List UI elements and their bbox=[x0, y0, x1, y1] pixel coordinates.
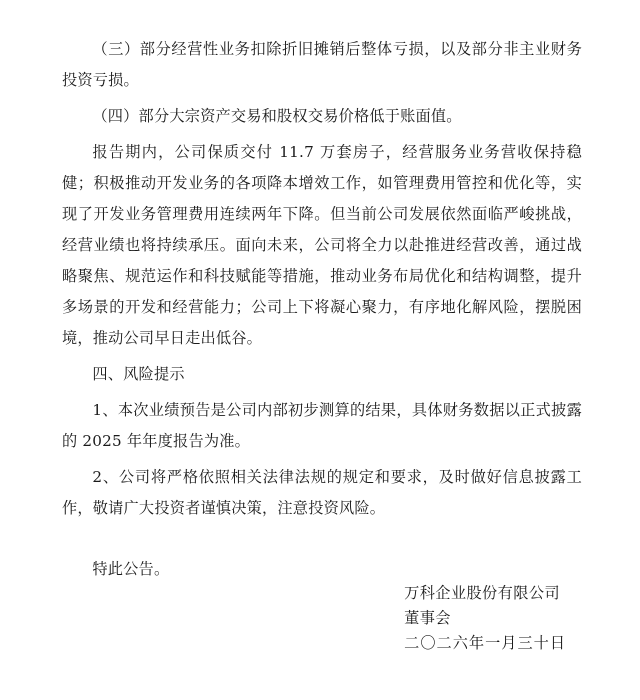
paragraph-item-four: （四）部分大宗资产交易和股权交易价格低于账面值。 bbox=[92, 107, 462, 125]
closing-statement: 特此公告。 bbox=[92, 560, 170, 578]
paragraph-item-three: （三）部分经营性业务扣除折旧摊销后整体亏损，以及部分非主业财务投资亏损。 bbox=[62, 40, 582, 89]
signature-company: 万科企业股份有限公司 bbox=[404, 584, 560, 602]
closing-spacer bbox=[62, 524, 582, 554]
signature-block bbox=[404, 581, 566, 656]
signature-date: 二〇二六年一月三十日 bbox=[404, 634, 566, 652]
signature-board: 董事会 bbox=[404, 609, 451, 627]
risk-item-1: 1、本次业绩预告是公司内部初步测算的结果，具体财务数据以正式披露的 2025 年年度报告为准。 bbox=[62, 401, 582, 450]
paragraph-reporting-period: 报告期内，公司保质交付 11.7 万套房子，经营服务业务营收保持稳健；积极推动开发业务的各项降本增效工作，如管理费用管控和优化等，实现了开发业务管理费用连续两年下降。但当前公司发展依然面临严峻挑战，经营业绩也将持续承压。面向未来，公司将全力以赴推进经营改善，通过战略聚焦、规范运作和科技赋能等措施，推动业务布局优化和结构调整，提升多场景的开发和经营能力；公司上下将凝心聚力，有序地化解风险，摆脱困境，推动公司早日走出低谷。 bbox=[62, 143, 582, 347]
section-heading-risk-notice: 四、风险提示 bbox=[92, 365, 185, 383]
risk-item-2: 2、公司将严格依照相关法律法规的规定和要求，及时做好信息披露工作，敬请广大投资者谨慎决策，注意投资风险。 bbox=[62, 468, 582, 517]
